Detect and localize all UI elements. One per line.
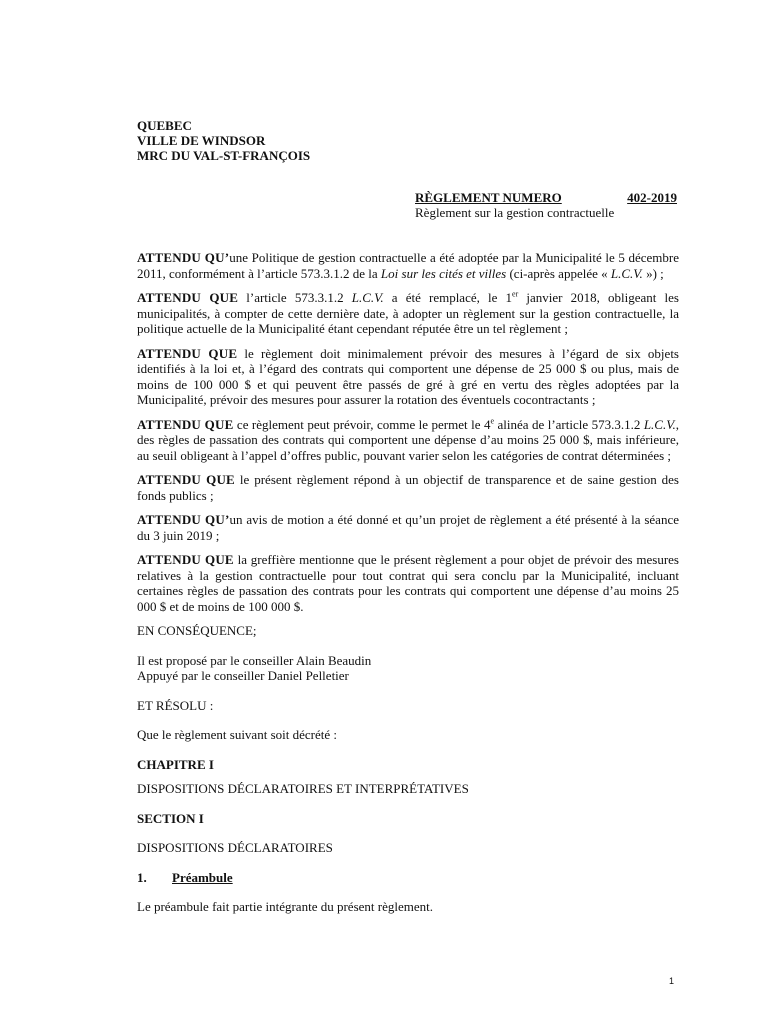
law-abbreviation: L.C.V.	[643, 416, 676, 432]
article-title: Préambule	[172, 869, 233, 885]
paragraph-text: un avis de motion a été donné et qu’un projet de règlement a été présenté à la séance du 3 juin 2019 ;	[137, 512, 679, 543]
proposed-by-line: Il est proposé par le conseiller Alain Beaudin	[137, 652, 372, 668]
paragraph-text: janvier 2018, obligeant les municipalités, à compter de cette dernière date, à adopter un règlement sur la gestion contractuelle, la politique actuelle de la Municipalité étant cependant réputée être un tel règlement ;	[137, 290, 679, 336]
whereas-paragraph-3	[137, 346, 679, 408]
page-number: 1	[669, 976, 675, 986]
resolved-line: ET RÉSOLU :	[137, 697, 214, 713]
whereas-lead: ATTENDU QUE	[137, 472, 235, 487]
document-body	[137, 250, 679, 915]
paragraph-text: ») ;	[642, 265, 664, 281]
paragraph-text: , des règles de passation des contrats qui comportent une dépense d’au moins 25 000 $, mais inférieure, au seuil obligeant à l’appel d’offres public, pouvant varier selon les catégories de contrat déterminées ;	[137, 416, 679, 463]
whereas-paragraph-7	[137, 552, 679, 614]
reglement-number: 402-2019	[627, 190, 677, 205]
paragraph-text: a été remplacé, le 1	[383, 290, 513, 305]
reglement-subtitle: Règlement sur la gestion contractuelle	[415, 205, 615, 220]
section-label: SECTION I	[137, 810, 204, 826]
whereas-lead: ATTENDU QUE	[137, 416, 234, 432]
whereas-lead: ATTENDU QUE	[137, 290, 239, 305]
ordinal-superscript: e	[490, 416, 495, 426]
decreed-line: Que le règlement suivant soit décrété :	[137, 727, 337, 742]
whereas-lead: ATTENDU QUE	[137, 345, 238, 361]
header-province: QUEBEC	[137, 118, 192, 133]
whereas-lead: ATTENDU QU’	[137, 250, 230, 265]
header-mrc: MRC DU VAL-ST-FRANÇOIS	[137, 148, 311, 163]
whereas-paragraph-4	[137, 417, 679, 464]
paragraph-text: ce règlement peut prévoir, comme le permet le 4	[233, 416, 491, 432]
paragraph-text: alinéa de l’article 573.3.1.2	[494, 416, 644, 432]
whereas-lead: ATTENDU QUE	[137, 552, 234, 567]
law-abbreviation: L.C.V.	[610, 265, 643, 281]
paragraph-text: le règlement doit minimalement prévoir des mesures à l’égard de six objets identifiés à la loi et, à l’égard des contrats qui comportent une dépense de 25 000 $ ou plus, mais de moins de 100 000 $ et qui peuvent être passés de gré à gré en vertu des règles adoptées par la Municipalité, prévoir des mesures pour assurer la rotation des éventuels cocontractants ;	[137, 345, 679, 407]
chapter-title: DISPOSITIONS DÉCLARATOIRES ET INTERPRÉTATIVES	[137, 781, 469, 796]
document-header	[137, 118, 310, 163]
whereas-paragraph-1	[137, 250, 679, 281]
paragraph-text: (ci-après appelée «	[506, 265, 611, 281]
law-title: Loi sur les cités et villes	[380, 265, 507, 281]
whereas-lead: ATTENDU QU’	[137, 512, 230, 527]
whereas-paragraph-5	[137, 472, 679, 503]
header-city: VILLE DE WINDSOR	[137, 133, 266, 148]
paragraph-text: l’article 573.3.1.2	[238, 290, 352, 305]
chapter-label: CHAPITRE I	[137, 756, 214, 772]
reglement-label: RÈGLEMENT NUMERO	[415, 190, 562, 205]
law-abbreviation: L.C.V.	[351, 290, 384, 305]
paragraph-text: la greffière mentionne que le présent règlement a pour objet de prévoir des mesures relatives à la gestion contractuelle pour tout contrat qui sera conclu par la Municipalité, incluant certaines règles de passation des contrats pour les contrats qui comportent une dépense d’au moins 25 000 $ et de moins de 100 000 $.	[137, 552, 679, 614]
section-title: DISPOSITIONS DÉCLARATOIRES	[137, 840, 333, 855]
whereas-paragraph-6	[137, 512, 679, 543]
reglement-block	[415, 190, 677, 220]
paragraph-text: une Politique de gestion contractuelle a été adoptée par la Municipalité le 5 décembre 2011, conformément à l’article 573.3.1.2 de la	[137, 250, 679, 281]
article-text: Le préambule fait partie intégrante du présent règlement.	[137, 899, 433, 914]
article-number: 1.	[137, 869, 147, 885]
ordinal-superscript: er	[512, 289, 519, 299]
reglement-title	[415, 190, 677, 205]
paragraph-text: le présent règlement répond à un objectif de transparence et de saine gestion des fonds publics ;	[137, 472, 679, 503]
consequence-line: EN CONSÉQUENCE;	[137, 623, 257, 638]
seconded-by-line: Appuyé par le conseiller Daniel Pelletier	[137, 668, 349, 683]
article-heading	[137, 870, 679, 886]
whereas-paragraph-2	[137, 290, 679, 337]
